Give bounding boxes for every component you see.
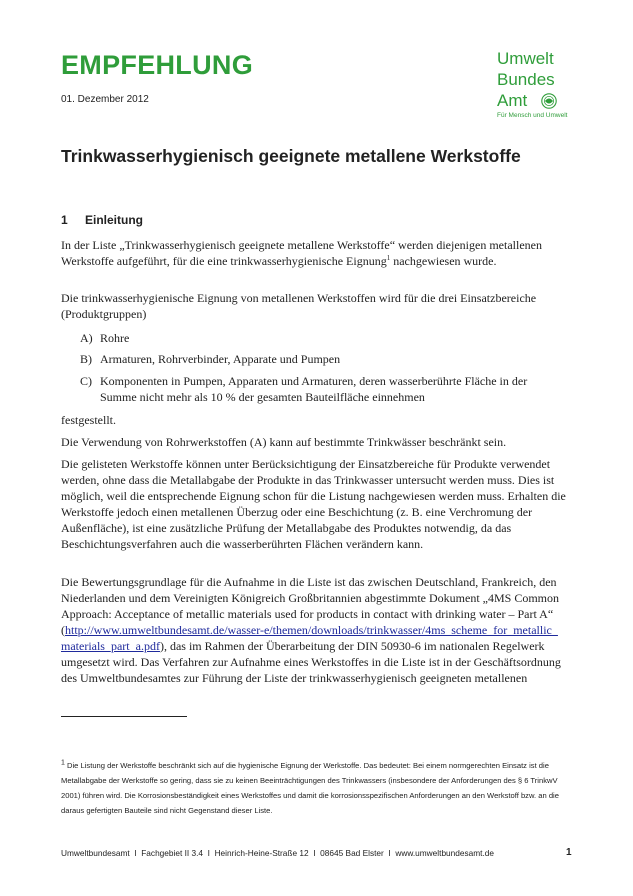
logo-line-1: Umwelt (497, 49, 554, 68)
list-item (80, 373, 566, 405)
paragraph-3: festgestellt. (61, 413, 116, 427)
document-type-title: EMPFEHLUNG (61, 50, 253, 80)
logo-amt-row (497, 90, 587, 111)
logo-line-3: Amt (497, 91, 528, 110)
list-item (80, 351, 566, 367)
globe-emblem-icon (541, 93, 557, 109)
paragraph-1-text-b: nachgewiesen wurde. (390, 254, 497, 268)
footnote-marker: 1 (61, 759, 65, 767)
section-heading (61, 213, 143, 227)
list-item-letter: C) (80, 374, 92, 388)
list-item-letter: B) (80, 352, 92, 366)
page-footer: Umweltbundesamt I Fachgebiet II 3.4 I Heinrich-Heine-Straße 12 I 08645 Bad Elster I www.umweltbundesamt.de (61, 848, 495, 858)
document-link[interactable]: http://www.umweltbundesamt.de/wasser-e/themen/downloads/trinkwasser/4ms_scheme_for_metallic_materials_part_a.pdf (61, 623, 558, 653)
paragraph-5: Die gelisteten Werkstoffe können unter Berücksichtigung der Einsatzbereiche für Produkte verwendet werden, ohne dass die Metallabgabe der Produkte in das Trinkwasser untersucht werden muss. Dies ist möglich, weil die entsprechende Eignung schon für die Listung nachgewiesen werden muss. Erhalten die Werkstoffe jedoch einen metallenen Überzug oder eine Beschichtung (z. B. eine Verchromung der Außenfläche), ist eine zusätzliche Prüfung der Metallabgabe des Produktes notwendig, da das Beschichtungsverfahren auch die wasserberührten Flächen verändern kann. (61, 457, 566, 551)
paragraph-2: Die trinkwasserhygienische Eignung von metallenen Werkstoffen wird für die drei Einsatzbereiche (Produktgruppen) (61, 291, 537, 321)
footnote-text: Die Listung der Werkstoffe beschränkt sich auf die hygienische Eignung der Werkstoffe. Das bedeutet: Bei einem normgerechten Einsatz ist die Metallabgabe der Werkstoffe so gering, dass sie zu keinen Beeinträchtigungen des Trinkwassers (insbesondere der Anforderungen des § 6 TrinkwV 2001) führen wird. Die Korrosionsbeständigkeit eines Werkstoffes und damit die korrosionsspezifischen Anforderungen an den Werkstoff bzw. an die daraus gefertigten Bauteile sind nicht Gegenstand dieser Liste. (61, 761, 559, 815)
list-item-text: Rohre (100, 331, 130, 345)
page-number: 1 (566, 847, 572, 858)
paragraph-6 (61, 574, 566, 686)
list-item (80, 330, 566, 346)
document-date: 01. Dezember 2012 (61, 94, 149, 105)
paragraph-1-text-a: In der Liste „Trinkwasserhygienisch geeignete metallene Werkstoffe“ werden diejenigen metallenen Werkstoffe aufgeführt, für die eine trinkwasserhygienische Eignung (61, 238, 542, 268)
logo-tagline: Für Mensch und Umwelt (497, 112, 568, 119)
footnote-reference[interactable]: 1 (386, 254, 391, 262)
paragraph-6-text-a: Die Bewertungsgrundlage für die Aufnahme in die Liste ist das zwischen Deutschland, Frankreich, den Niederlanden und dem Vereinigten Königreich Großbritannien abgestimmte Dokument „4MS Common Approach: Acceptance of metallic materials used for products in contact with drinking water – Part A“ ( (61, 575, 560, 637)
paragraph-6-text-b: ), das im Rahmen der Überarbeitung der DIN 50930-6 im nationalen Regelwerk umgesetzt wird. Das Verfahren zur Aufnahme eines Werkstoffes in die Liste ist in der Geschäftsordnung des Umweltbundesamtes zur Führung der Liste der trinkwasserhygienisch geeigneten metallenen (61, 639, 561, 685)
paragraph-1 (61, 237, 566, 269)
section-number: 1 (61, 213, 68, 227)
footnote-divider (61, 716, 187, 717)
section-title: Einleitung (85, 213, 143, 227)
list-item-text: Armaturen, Rohrverbinder, Apparate und Pumpen (100, 352, 341, 366)
logo-line-2: Bundes (497, 70, 555, 89)
list-item-letter: A) (80, 331, 93, 345)
list-item-text: Komponenten in Pumpen, Apparaten und Armaturen, deren wasserberührte Fläche in der Summe nicht mehr als 10 % der gesamten Bauteilfläche einnehmen (100, 374, 528, 404)
umweltbundesamt-logo (497, 48, 587, 119)
paragraph-4: Die Verwendung von Rohrwerkstoffen (A) kann auf bestimmte Trinkwässer beschränkt sein. (61, 435, 507, 449)
footnote (61, 758, 571, 818)
document-heading: Trinkwasserhygienisch geeignete metallene Werkstoffe (61, 146, 521, 166)
